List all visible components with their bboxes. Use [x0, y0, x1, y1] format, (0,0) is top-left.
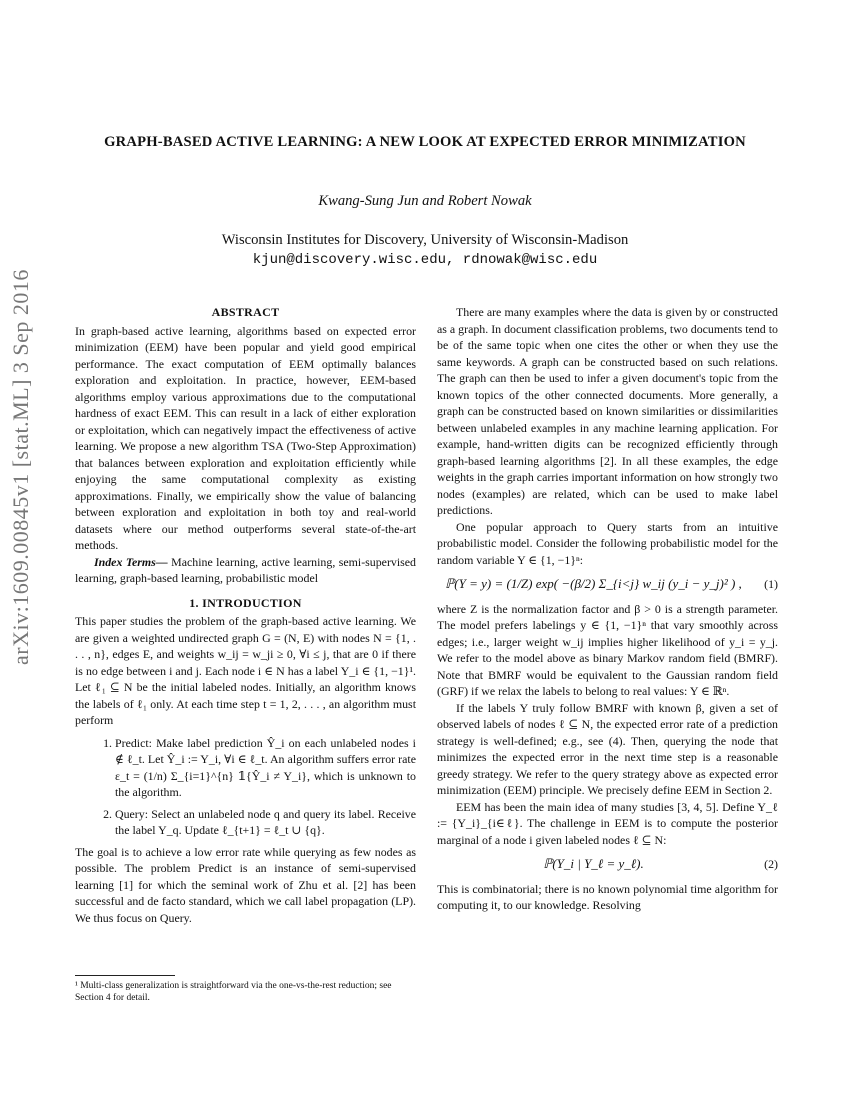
- paper-authors: Kwang-Sung Jun and Robert Nowak: [318, 193, 532, 209]
- equation-1: [437, 576, 778, 593]
- right-paragraph-5: EEM has been the main idea of many studies [3, 4, 5]. Define Y_ℓ := {Y_i}_{i∈ℓ}. The challenge in EEM is to compute the posterior marginal of a node i given labeled nodes ℓ ⊆ N:: [437, 799, 778, 847]
- footnote: [75, 975, 416, 1004]
- introduction-heading: 1. INTRODUCTION: [189, 595, 302, 610]
- paper-title: GRAPH-BASED ACTIVE LEARNING: A NEW LOOK AT EXPECTED ERROR MINIMIZATION: [104, 134, 746, 150]
- right-paragraph-3: where Z is the normalization factor and β > 0 is a strength parameter. The model prefers labelings y ∈ {1, −1}ⁿ that vary smoothly across edges; i.e., larger weight w_ij implies higher likelihood of y_i = y_j. We refer to the model above as binary Markov random field (BMRF). Note that BMRF would be equivalent to the Gaussian random field (GRF) if we relax the labels to belong to real values: Y ∈ ℝⁿ.: [437, 601, 778, 698]
- equation-2: [437, 856, 778, 873]
- abstract-text: In graph-based active learning, algorithms based on expected error minimization (EEM) have been popular and yield good empirical performance. The exact computation of EEM optimally balances exploration and exploitation. In practice, however, EEM-based algorithms employ various approximations due to the computational hardness of exact EEM. This can result in a lack of either exploration or exploitation, which can negatively impact the effectiveness of active learning. We propose a new algorithm TSA (Two-Step Approximation) that balances between exploration and exploitation efficiently while enjoying the same computational complexity as existing approximations. Finally, we empirically show the value of balancing between exploration and exploitation in both toy and real-world datasets where our method outperforms several state-of-the-art methods.: [75, 323, 416, 552]
- algorithm-steps: [75, 735, 416, 839]
- equation-2-number: (2): [764, 857, 778, 871]
- right-paragraph-4: If the labels Y truly follow BMRF with known β, given a set of observed labels of nodes ℓ ⊆ N, the expected error rate of a prediction strategy is well-defined; e.g., see (4). Then, querying the node that minimizes the expected error in the next time step is a reasonable greedy strategy. We refer to the query strategy above as expected error minimization (EEM) principle. We precisely define EEM in Section 2.: [437, 700, 778, 797]
- paper-emails: kjun@discovery.wisc.edu, rdnowak@wisc.edu: [252, 252, 598, 268]
- introduction-paragraph-2: The goal is to achieve a low error rate while querying as few nodes as possible. The problem Predict is an instance of semi-supervised learning [1] for which the seminal work of Zhu et al. [2] has been successful and de facto standard, which we call label propagation (LP). We thus focus on Query.: [75, 844, 416, 925]
- paper-affiliation: Wisconsin Institutes for Discovery, University of Wisconsin-Madison: [221, 232, 629, 248]
- right-paragraph-2: One popular approach to Query starts from an intuitive probabilistic model. Consider the following probabilistic model for the random variable Y ∈ {1, −1}ⁿ:: [437, 519, 778, 567]
- index-terms-label: Index Terms—: [94, 554, 168, 569]
- left-column: [75, 304, 416, 926]
- right-paragraph-1: There are many examples where the data is given by or constructed as a graph. In document classification problems, two documents tend to be of the same topic when one cites the other or when they use the same keywords. A graph can be constructed based on such relations. The graph can then be used to infer a given document's topic from the known topics of the other connected documents. More generally, a graph can be constructed based on known similarities or dissimilarities between unlabeled examples in any machine learning application. For example, hand-written digits can be recognized efficiently through graph-based learning algorithms [2]. In all these examples, the edge weights in the graph carries important information on how strongly two nodes (examples) are related, which can be used to make label predictions.: [437, 305, 778, 517]
- footnote-rule: [75, 975, 175, 976]
- index-terms: [75, 554, 416, 587]
- footnote-text: ¹ Multi-class generalization is straightforward via the one-vs-the-rest reduction; see Section 4 for detail.: [75, 981, 392, 1003]
- right-column: [437, 304, 778, 914]
- equation-2-body: ℙ(Y_i | Y_ℓ = y_ℓ).: [543, 856, 644, 871]
- step-predict: 1. Predict: Make label prediction Ŷ_i on each unlabeled nodes i ∉ ℓ_t. Let Ŷ_i := Y_i, ∀i ∈ ℓ_t. An algorithm suffers error rate ε_t = (1/n) Σ_{i=1}^{n} 𝟙{Ŷ_i ≠ Y_i}, which is unknown to the algorithm.: [115, 735, 416, 801]
- introduction-paragraph-1: This paper studies the problem of the graph-based active learning. We are given a weighted undirected graph G = (N, E) with nodes N = {1, . . . , n}, edges E, and weights w_ij = w_ji ≥ 0, ∀i ≤ j, that are 0 if there is no edge between i and j. Each node i ∈ N has a label Y_i ∈ {1, −1}¹. Let ℓ₁ ⊆ N be the initial labeled nodes. Initially, an algorithm knows the labels of ℓ₁ only. At each time step t = 1, 2, . . . , an algorithm must perform: [75, 614, 416, 727]
- equation-1-body: ℙ(Y = y) = (1/Z) exp( −(β/2) Σ_{i<j} w_ij (y_i − y_j)² ) ,: [445, 576, 742, 591]
- equation-1-number: (1): [764, 577, 778, 591]
- abstract-heading: ABSTRACT: [211, 305, 280, 319]
- step-query: 2. Query: Select an unlabeled node q and query its label. Receive the label Y_q. Update ℓ_{t+1} = ℓ_t ∪ {q}.: [115, 806, 416, 839]
- arxiv-stamp: arXiv:1609.00845v1 [stat.ML] 3 Sep 2016: [8, 269, 33, 665]
- index-terms-text: Machine learning, active learning, semi-supervised learning, graph-based learning, probabilistic model: [75, 554, 417, 585]
- right-paragraph-6: This is combinatorial; there is no known polynomial time algorithm for computing it, to our knowledge. Resolving: [437, 881, 778, 912]
